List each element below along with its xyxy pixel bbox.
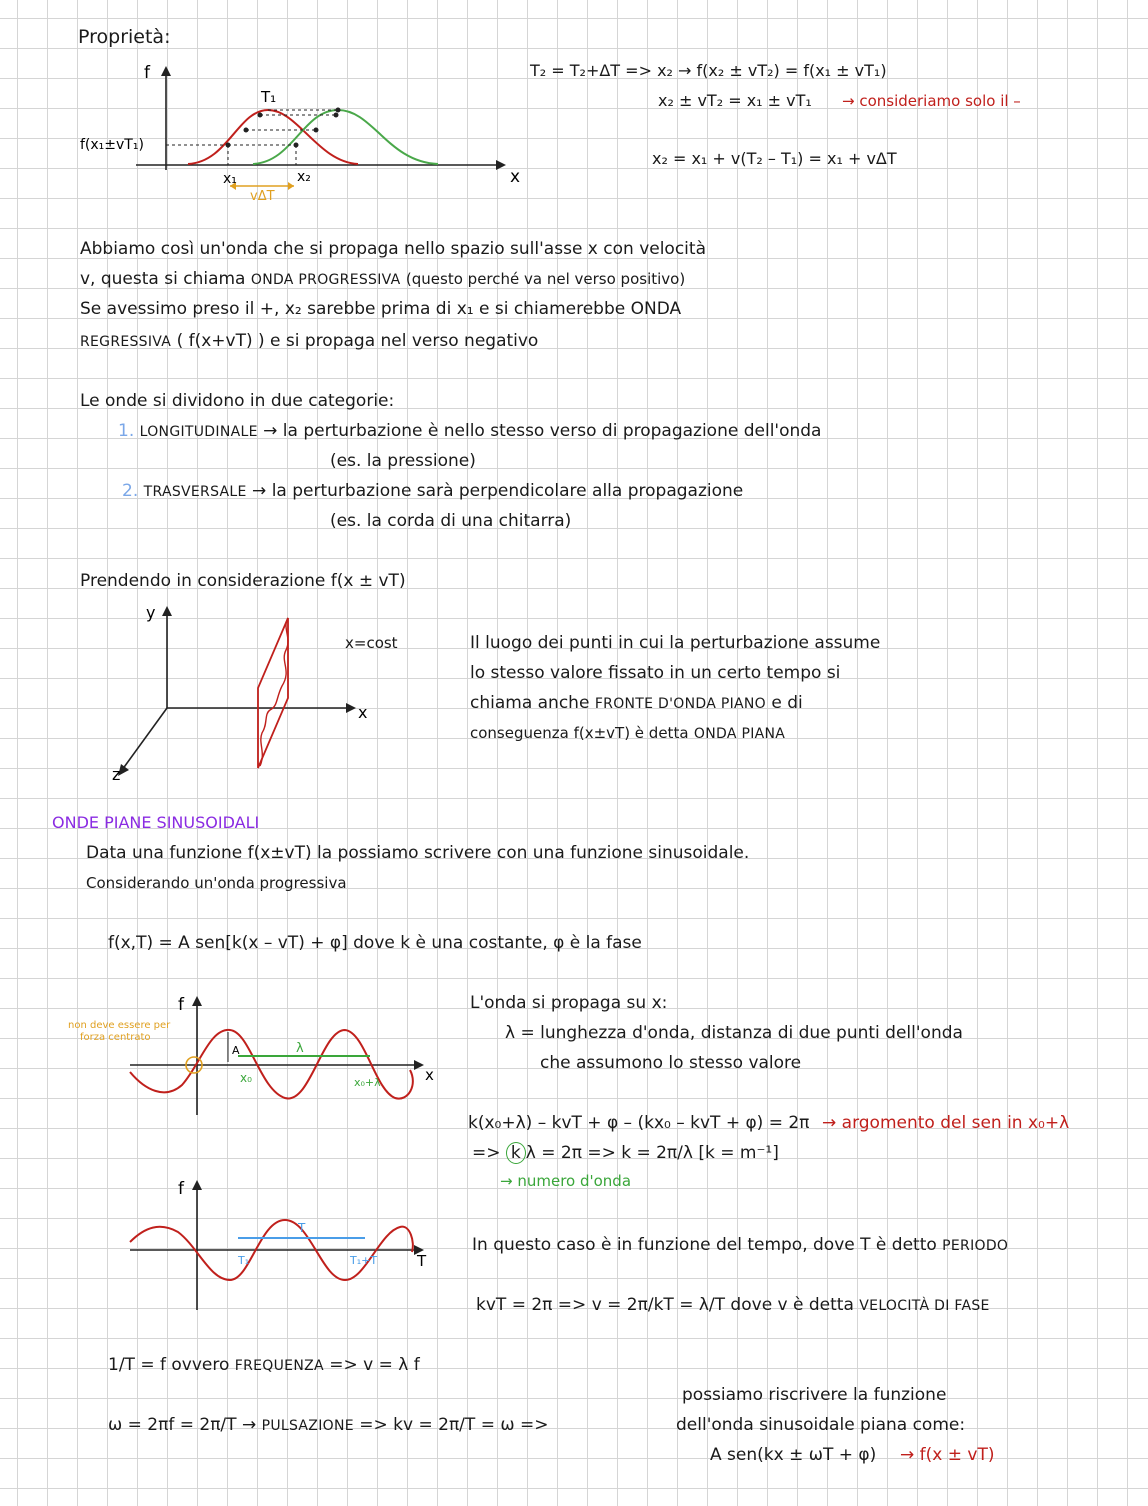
- plane-wave-3d-graph: [110, 598, 390, 788]
- categories-title: Le onde si dividono in due categorie:: [80, 391, 395, 411]
- wave2-label-period: T: [298, 1221, 306, 1235]
- keyword-pulsazione: PULSAZIONE: [261, 1418, 354, 1434]
- equation-x2: x₂ ± vT₂ = x₁ ± vT₁: [658, 91, 812, 110]
- rewrite-line3: A sen(kx ± ωT + φ): [710, 1445, 877, 1465]
- graph-label-x: x: [510, 167, 521, 187]
- section2-para-line3c: e di: [771, 693, 803, 713]
- para1-line4: [80, 330, 538, 353]
- para1-line1: Abbiamo così un'onda che si propaga nello spazio sull'asse x con velocità: [80, 239, 706, 259]
- rewrite-line1: possiamo riscrivere la funzione: [682, 1385, 947, 1405]
- wave2-label-t-axis: T: [417, 1252, 427, 1270]
- para1-line2a: v, questa si chiama: [80, 269, 246, 289]
- keyword-longitudinale: LONGITUDINALE: [139, 424, 258, 440]
- wave1-note-line2: forza centrato: [80, 1032, 151, 1043]
- category-example-2: (es. la corda di una chitarra): [330, 511, 572, 531]
- category-trasversale: [122, 480, 743, 503]
- graph-label-t1: T₁: [261, 88, 277, 106]
- category-number-1: 1.: [118, 421, 135, 441]
- wave2-label-f: f: [178, 1179, 184, 1199]
- wave1-label-amplitude: A: [232, 1044, 240, 1057]
- rewrite-line2: dell'onda sinusoidale piana come:: [676, 1415, 966, 1435]
- keyword-onda-piana: ONDA PIANA: [693, 726, 786, 742]
- axis-label-x: x: [358, 703, 368, 722]
- wave1-equation-2c: λ = 2π => k = 2π/λ [k = m⁻¹]: [525, 1143, 779, 1163]
- pulsation-line-c: => kv = 2π/T = ω =>: [359, 1415, 549, 1435]
- category-number-2: 2.: [122, 481, 139, 501]
- wave1-label-lambda: λ: [296, 1041, 304, 1056]
- sine-wave-time-graph: [60, 1172, 460, 1312]
- keyword-velocita-di-fase: VELOCITÀ DI FASE: [859, 1298, 990, 1314]
- para1-line2c: (questo perché va nel verso positivo): [405, 270, 686, 288]
- pulsation-line-a: ω = 2πf = 2π/T →: [108, 1415, 257, 1435]
- keyword-periodo: PERIODO: [942, 1238, 1009, 1254]
- keyword-regressiva: REGRESSIVA: [80, 334, 172, 350]
- wave1-label-x0: x₀: [240, 1071, 252, 1085]
- graph-label-vdt: vΔT: [250, 189, 275, 204]
- keyword-trasversale: TRASVERSALE: [143, 484, 247, 500]
- wave2-equation: [476, 1294, 990, 1317]
- wave1-label-f: f: [178, 995, 184, 1015]
- wave2-equation-a: kvT = 2π => v = 2π/kT = λ/T dove v è detta: [476, 1295, 854, 1315]
- para1-line4b: ( f(x+vT) ) e si propaga nel verso negativo: [176, 331, 539, 351]
- category-desc-1: → la perturbazione è nello stesso verso di propagazione dell'onda: [263, 421, 822, 441]
- section3-title: ONDE PIANE SINUSOIDALI: [52, 813, 260, 832]
- sine-wave-space-graph: [60, 990, 460, 1120]
- frequency-line: [108, 1354, 420, 1377]
- frequency-line-c: => v = λ f: [329, 1355, 420, 1375]
- keyword-fronte-onda: FRONTE D'ONDA PIANO: [594, 696, 766, 712]
- wave1-equation-1: k(x₀+λ) – kvT + φ – (kx₀ – kvT + φ) = 2π: [468, 1113, 810, 1133]
- wave1-equation-2: [472, 1142, 779, 1164]
- section-title-proprieta: Proprietà:: [78, 26, 171, 48]
- wave2-desc-a: In questo caso è in funzione del tempo, dove T è detto: [472, 1235, 937, 1255]
- section2-para-line4a: conseguenza f(x±vT) è detta: [470, 724, 689, 742]
- sinusoidal-formula: f(x,T) = A sen[k(x – vT) + φ] dove k è una costante, φ è la fase: [108, 933, 642, 953]
- graph-label-x2: x₂: [297, 169, 311, 185]
- wave2-label-t1: T₁: [238, 1254, 250, 1267]
- para1-line3: Se avessimo preso il +, x₂ sarebbe prima di x₁ e si chiamerebbe ONDA: [80, 299, 682, 319]
- pulsation-line: [108, 1414, 548, 1437]
- wave2-label-t1-plus-t: T₁+T: [350, 1254, 378, 1267]
- section3-line1: Data una funzione f(x±vT) la possiamo scrivere con una funzione sinusoidale.: [86, 843, 750, 863]
- graph-label-fx: f(x₁±vT₁): [80, 137, 144, 153]
- graph-label-x1: x₁: [223, 171, 237, 187]
- frequency-line-a: 1/T = f ovvero: [108, 1355, 230, 1375]
- section2-para-line4: [470, 722, 785, 745]
- category-longitudinale: [118, 420, 821, 443]
- wave1-note-line1: non deve essere per: [68, 1020, 171, 1031]
- equation-note-minus: → consideriamo solo il –: [842, 92, 1021, 110]
- section2-title: Prendendo in considerazione f(x ± vT): [80, 571, 406, 591]
- equation-x2-result: x₂ = x₁ + v(T₂ – T₁) = x₁ + vΔT: [652, 149, 897, 168]
- section2-para-line1: Il luogo dei punti in cui la perturbazione assume: [470, 633, 881, 653]
- rewrite-line3-note: → f(x ± vT): [900, 1445, 995, 1465]
- wave1-equation-2a: =>: [472, 1143, 501, 1163]
- wave1-equation-1-note: → argomento del sen in x₀+λ: [822, 1113, 1070, 1133]
- pulse-graph: [78, 60, 528, 210]
- wave1-label-x-axis: x: [425, 1066, 434, 1084]
- para1-line2: [80, 268, 685, 291]
- graph-label-f: f: [144, 63, 150, 83]
- category-desc-2: → la perturbazione sarà perpendicolare alla propagazione: [252, 481, 744, 501]
- wave1-equation-2-k-circled: k: [506, 1142, 526, 1164]
- section2-para-line3: [470, 692, 803, 715]
- section2-para-line2: lo stesso valore fissato in un certo tempo si: [470, 663, 841, 683]
- wave1-desc-line3: che assumono lo stesso valore: [540, 1053, 802, 1073]
- wave1-desc-line2: λ = lunghezza d'onda, distanza di due punti dell'onda: [505, 1023, 963, 1043]
- axis-label-y: y: [146, 603, 156, 622]
- wave1-wavenumber-note: → numero d'onda: [500, 1172, 632, 1190]
- keyword-onda-progressiva: ONDA PROGRESSIVA: [250, 272, 401, 288]
- section2-para-line3a: chiama anche: [470, 693, 590, 713]
- wave1-label-x0-lambda: x₀+λ: [354, 1076, 381, 1089]
- section3-line2: Considerando un'onda progressiva: [86, 874, 347, 892]
- keyword-frequenza: FREQUENZA: [234, 1358, 324, 1374]
- label-x-cost: x=cost: [345, 634, 398, 652]
- equation-t2: T₂ = T₂+ΔT => x₂ → f(x₂ ± vT₂) = f(x₁ ± vT₁): [530, 61, 887, 80]
- wave1-desc-line1: L'onda si propaga su x:: [470, 993, 668, 1013]
- category-example-1: (es. la pressione): [330, 451, 476, 471]
- axis-label-z: z: [112, 765, 121, 784]
- wave2-desc: [472, 1234, 1008, 1257]
